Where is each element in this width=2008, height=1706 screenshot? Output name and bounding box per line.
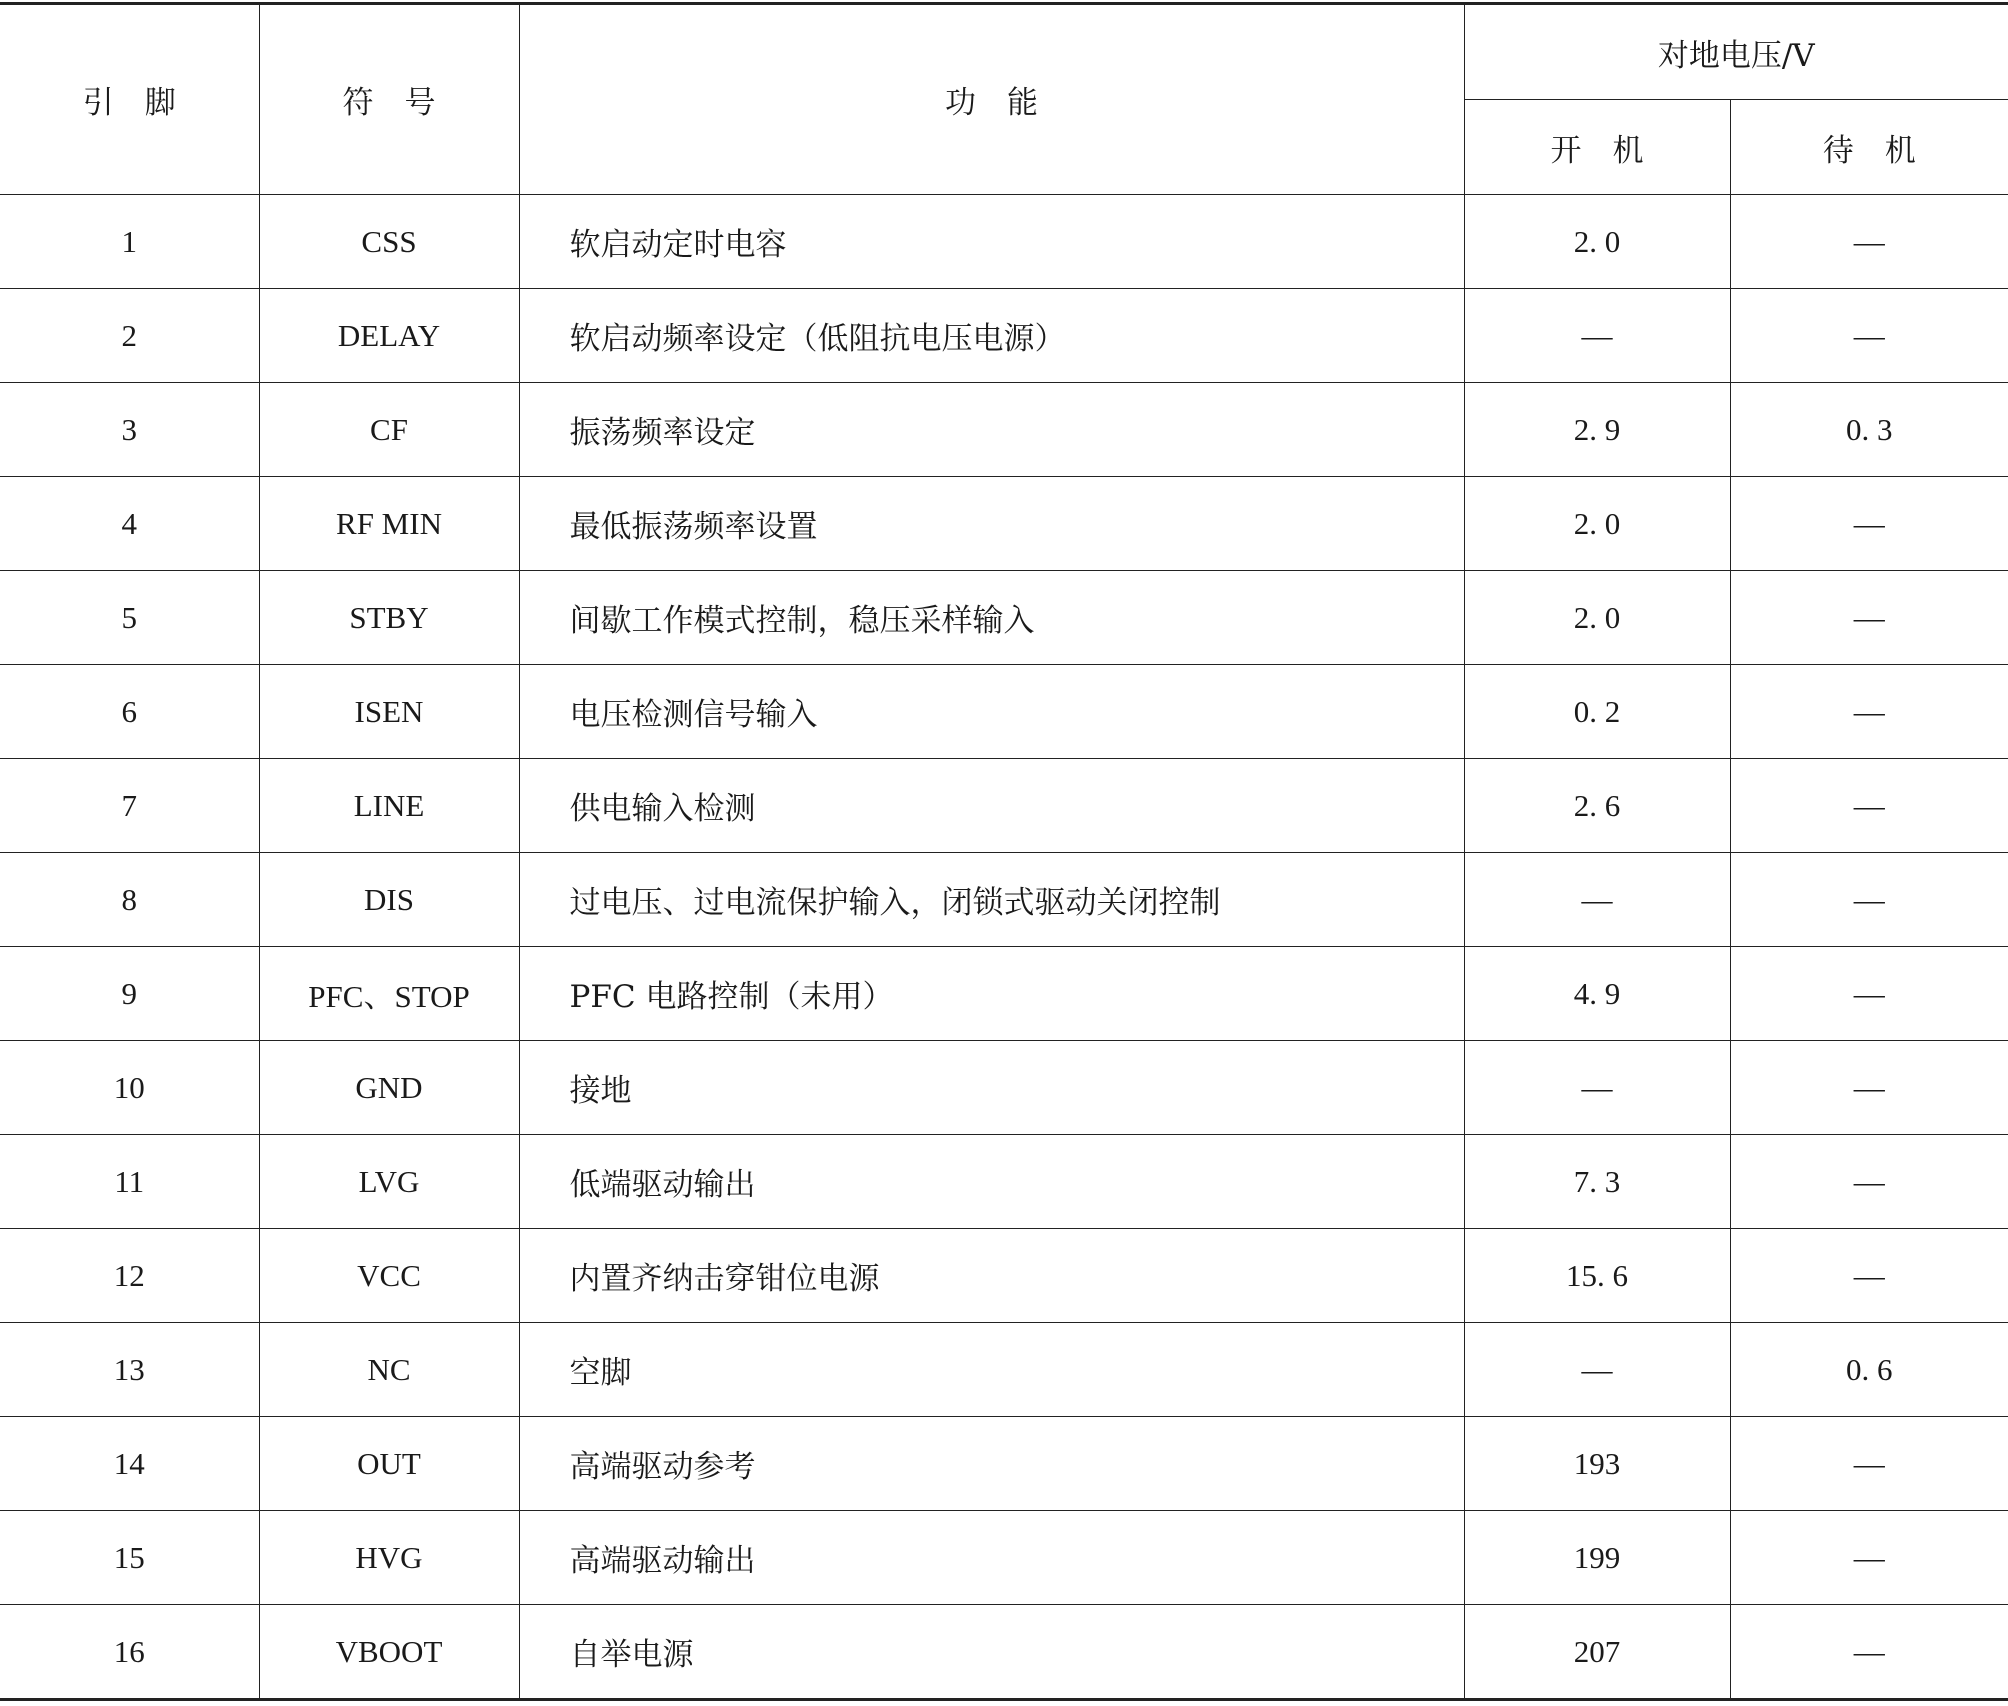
header-row-1 bbox=[0, 4, 2008, 100]
cell-standby-voltage: 0. 6 bbox=[1730, 1323, 2008, 1417]
cell-symbol: CF bbox=[259, 383, 519, 477]
cell-function: 空脚 bbox=[519, 1323, 1464, 1417]
cell-symbol: CSS bbox=[259, 195, 519, 289]
cell-pin: 3 bbox=[0, 383, 259, 477]
cell-function: 低端驱动输出 bbox=[519, 1135, 1464, 1229]
table-body bbox=[0, 195, 2008, 1700]
cell-standby-voltage: — bbox=[1730, 195, 2008, 289]
cell-on-voltage: 4. 9 bbox=[1464, 947, 1730, 1041]
cell-standby-voltage: — bbox=[1730, 1041, 2008, 1135]
cell-function: 高端驱动参考 bbox=[519, 1417, 1464, 1511]
cell-on-voltage: 193 bbox=[1464, 1417, 1730, 1511]
cell-pin: 15 bbox=[0, 1511, 259, 1605]
cell-pin: 13 bbox=[0, 1323, 259, 1417]
cell-function: 最低振荡频率设置 bbox=[519, 477, 1464, 571]
cell-symbol: ISEN bbox=[259, 665, 519, 759]
cell-function: 过电压、过电流保护输入，闭锁式驱动关闭控制 bbox=[519, 853, 1464, 947]
table-row bbox=[0, 1041, 2008, 1135]
cell-on-voltage: 2. 0 bbox=[1464, 195, 1730, 289]
cell-pin: 11 bbox=[0, 1135, 259, 1229]
cell-on-voltage: 15. 6 bbox=[1464, 1229, 1730, 1323]
cell-on-voltage: 7. 3 bbox=[1464, 1135, 1730, 1229]
cell-standby-voltage: — bbox=[1730, 289, 2008, 383]
header-function: 功 能 bbox=[519, 4, 1464, 195]
header-voltage-group: 对地电压/V bbox=[1464, 4, 2008, 100]
cell-standby-voltage: — bbox=[1730, 1605, 2008, 1700]
cell-on-voltage: 2. 6 bbox=[1464, 759, 1730, 853]
cell-pin: 12 bbox=[0, 1229, 259, 1323]
cell-on-voltage: 0. 2 bbox=[1464, 665, 1730, 759]
cell-on-voltage: — bbox=[1464, 1041, 1730, 1135]
cell-symbol: VCC bbox=[259, 1229, 519, 1323]
cell-standby-voltage: — bbox=[1730, 1511, 2008, 1605]
table-row bbox=[0, 665, 2008, 759]
header-on: 开 机 bbox=[1464, 100, 1730, 195]
cell-symbol: PFC、STOP bbox=[259, 947, 519, 1041]
cell-symbol: STBY bbox=[259, 571, 519, 665]
cell-function: 软启动定时电容 bbox=[519, 195, 1464, 289]
cell-symbol: DELAY bbox=[259, 289, 519, 383]
cell-function: 软启动频率设定（低阻抗电压电源） bbox=[519, 289, 1464, 383]
table-row bbox=[0, 853, 2008, 947]
table-row bbox=[0, 571, 2008, 665]
cell-standby-voltage: — bbox=[1730, 1229, 2008, 1323]
cell-on-voltage: — bbox=[1464, 1323, 1730, 1417]
table-header bbox=[0, 4, 2008, 195]
cell-pin: 10 bbox=[0, 1041, 259, 1135]
cell-function: 供电输入检测 bbox=[519, 759, 1464, 853]
cell-symbol: RF MIN bbox=[259, 477, 519, 571]
cell-symbol: VBOOT bbox=[259, 1605, 519, 1700]
cell-function: 振荡频率设定 bbox=[519, 383, 1464, 477]
table-row bbox=[0, 1511, 2008, 1605]
cell-pin: 8 bbox=[0, 853, 259, 947]
cell-pin: 16 bbox=[0, 1605, 259, 1700]
table-row bbox=[0, 759, 2008, 853]
cell-standby-voltage: — bbox=[1730, 571, 2008, 665]
cell-function: 内置齐纳击穿钳位电源 bbox=[519, 1229, 1464, 1323]
cell-on-voltage: 207 bbox=[1464, 1605, 1730, 1700]
cell-symbol: HVG bbox=[259, 1511, 519, 1605]
table-row bbox=[0, 1135, 2008, 1229]
cell-symbol: OUT bbox=[259, 1417, 519, 1511]
cell-function: 电压检测信号输入 bbox=[519, 665, 1464, 759]
cell-symbol: GND bbox=[259, 1041, 519, 1135]
cell-on-voltage: 2. 0 bbox=[1464, 477, 1730, 571]
table-row bbox=[0, 1605, 2008, 1700]
cell-pin: 7 bbox=[0, 759, 259, 853]
pin-function-table bbox=[0, 2, 2008, 1701]
cell-pin: 1 bbox=[0, 195, 259, 289]
cell-standby-voltage: — bbox=[1730, 477, 2008, 571]
cell-pin: 4 bbox=[0, 477, 259, 571]
cell-on-voltage: 199 bbox=[1464, 1511, 1730, 1605]
cell-on-voltage: — bbox=[1464, 289, 1730, 383]
cell-on-voltage: 2. 9 bbox=[1464, 383, 1730, 477]
cell-function: 高端驱动输出 bbox=[519, 1511, 1464, 1605]
table-row bbox=[0, 1229, 2008, 1323]
table-row bbox=[0, 477, 2008, 571]
cell-on-voltage: — bbox=[1464, 853, 1730, 947]
cell-symbol: NC bbox=[259, 1323, 519, 1417]
cell-pin: 14 bbox=[0, 1417, 259, 1511]
table-row bbox=[0, 289, 2008, 383]
header-standby: 待 机 bbox=[1730, 100, 2008, 195]
cell-symbol: LVG bbox=[259, 1135, 519, 1229]
table-row bbox=[0, 1323, 2008, 1417]
cell-standby-voltage: — bbox=[1730, 759, 2008, 853]
cell-pin: 2 bbox=[0, 289, 259, 383]
cell-function: 接地 bbox=[519, 1041, 1464, 1135]
cell-function: PFC 电路控制（未用） bbox=[519, 947, 1464, 1041]
header-pin: 引 脚 bbox=[0, 4, 259, 195]
table-row bbox=[0, 1417, 2008, 1511]
table-row bbox=[0, 947, 2008, 1041]
cell-function: 间歇工作模式控制，稳压采样输入 bbox=[519, 571, 1464, 665]
header-symbol: 符 号 bbox=[259, 4, 519, 195]
cell-standby-voltage: 0. 3 bbox=[1730, 383, 2008, 477]
cell-standby-voltage: — bbox=[1730, 1135, 2008, 1229]
cell-standby-voltage: — bbox=[1730, 853, 2008, 947]
cell-standby-voltage: — bbox=[1730, 1417, 2008, 1511]
cell-function: 自举电源 bbox=[519, 1605, 1464, 1700]
cell-standby-voltage: — bbox=[1730, 947, 2008, 1041]
cell-pin: 6 bbox=[0, 665, 259, 759]
table-row bbox=[0, 383, 2008, 477]
cell-symbol: DIS bbox=[259, 853, 519, 947]
cell-symbol: LINE bbox=[259, 759, 519, 853]
cell-on-voltage: 2. 0 bbox=[1464, 571, 1730, 665]
cell-standby-voltage: — bbox=[1730, 665, 2008, 759]
cell-pin: 5 bbox=[0, 571, 259, 665]
table-row bbox=[0, 195, 2008, 289]
cell-pin: 9 bbox=[0, 947, 259, 1041]
